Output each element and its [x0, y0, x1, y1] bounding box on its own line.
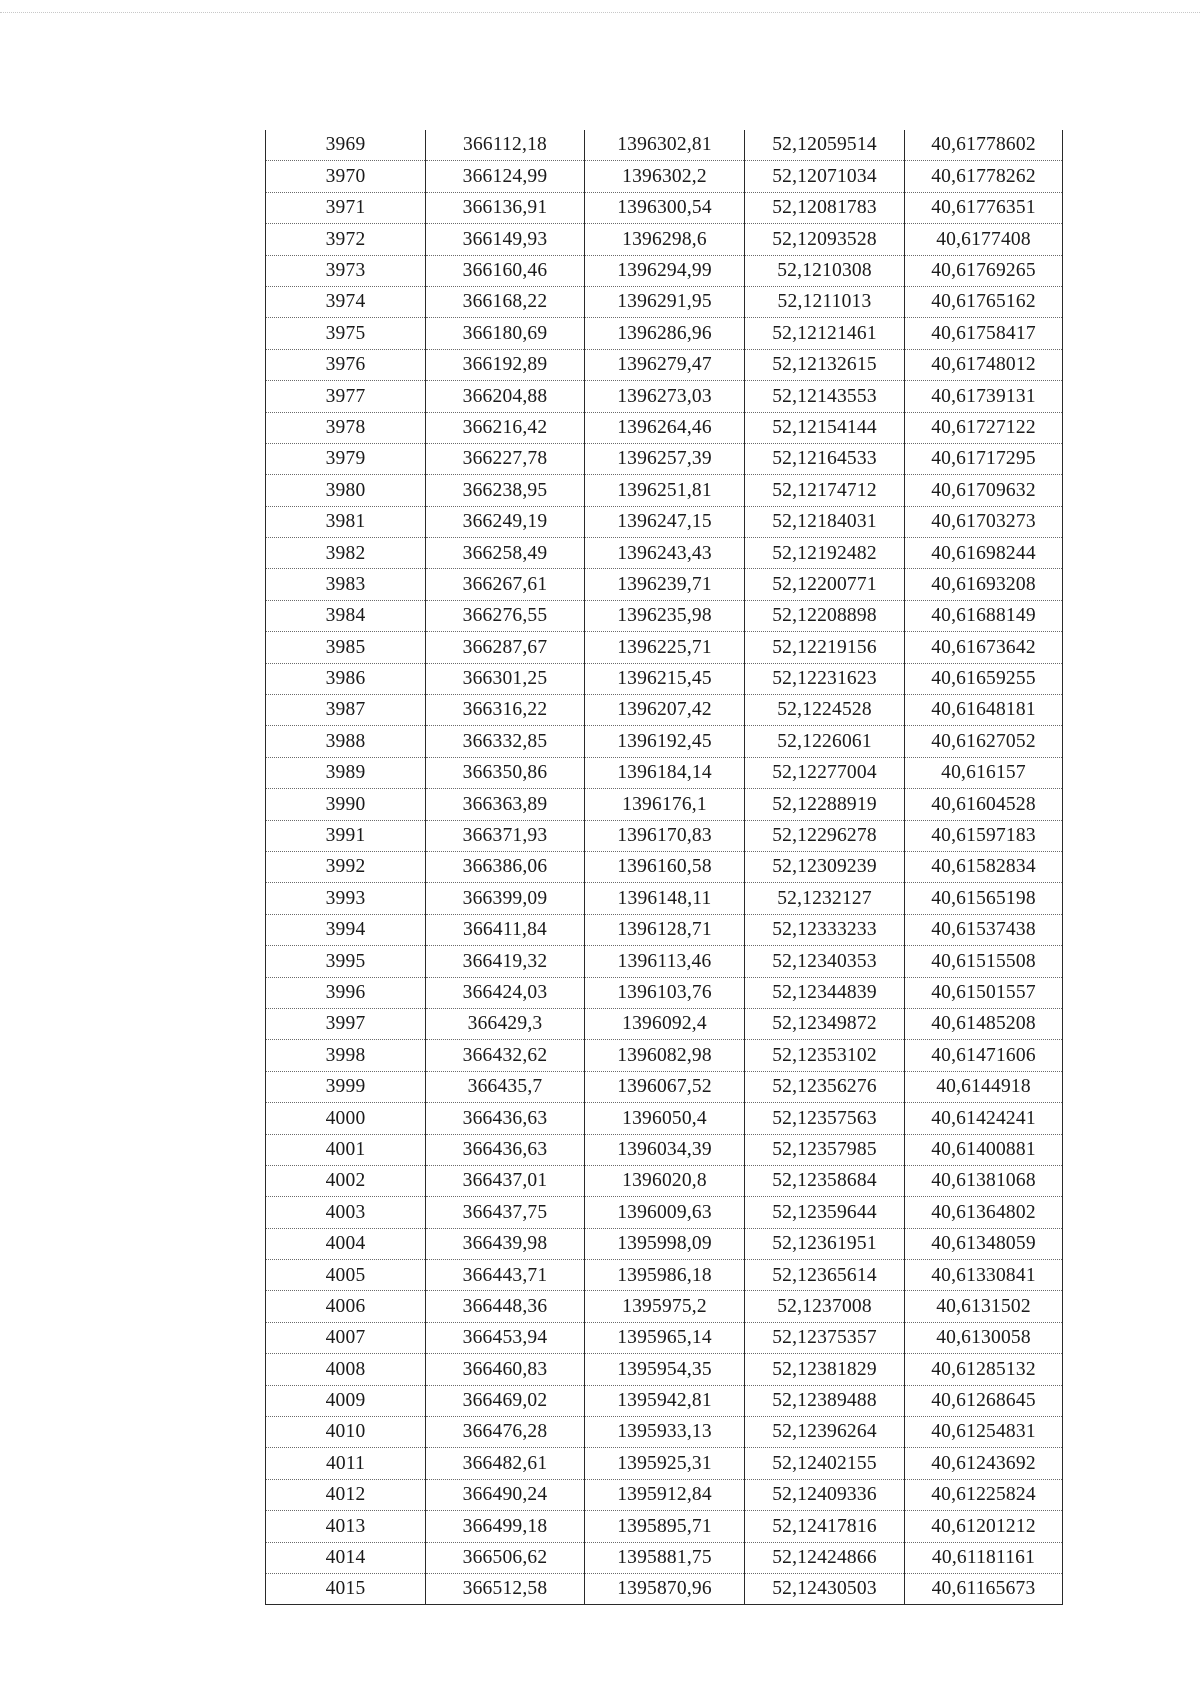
- table-row: [266, 1322, 1063, 1353]
- table-row: [266, 1103, 1063, 1134]
- table-row: [266, 946, 1063, 977]
- point-number-cell: 3987: [266, 695, 426, 726]
- y-coordinate-cell: 1396176,1: [585, 789, 745, 820]
- coordinates-table: [265, 130, 1063, 1605]
- latitude-cell: 52,12356276: [745, 1071, 905, 1102]
- point-number-cell: 3993: [266, 883, 426, 914]
- y-coordinate-cell: 1396247,15: [585, 506, 745, 537]
- coordinates-table-body: [266, 130, 1063, 1605]
- x-coordinate-cell: 366204,88: [426, 381, 585, 412]
- x-coordinate-cell: 366437,01: [426, 1165, 585, 1196]
- table-row: [266, 1448, 1063, 1479]
- longitude-cell: 40,61165673: [905, 1573, 1063, 1604]
- latitude-cell: 52,12219156: [745, 632, 905, 663]
- table-row: [266, 475, 1063, 506]
- x-coordinate-cell: 366482,61: [426, 1448, 585, 1479]
- longitude-cell: 40,616157: [905, 757, 1063, 788]
- latitude-cell: 52,12059514: [745, 130, 905, 161]
- x-coordinate-cell: 366350,86: [426, 757, 585, 788]
- latitude-cell: 52,12357985: [745, 1134, 905, 1165]
- table-row: [266, 192, 1063, 223]
- point-number-cell: 4000: [266, 1103, 426, 1134]
- longitude-cell: 40,61400881: [905, 1134, 1063, 1165]
- longitude-cell: 40,61181161: [905, 1542, 1063, 1573]
- table-row: [266, 1260, 1063, 1291]
- longitude-cell: 40,61348059: [905, 1228, 1063, 1259]
- point-number-cell: 3992: [266, 851, 426, 882]
- y-coordinate-cell: 1395925,31: [585, 1448, 745, 1479]
- latitude-cell: 52,12357563: [745, 1103, 905, 1134]
- longitude-cell: 40,61268645: [905, 1385, 1063, 1416]
- longitude-cell: 40,6130058: [905, 1322, 1063, 1353]
- point-number-cell: 3996: [266, 977, 426, 1008]
- x-coordinate-cell: 366490,24: [426, 1479, 585, 1510]
- latitude-cell: 52,12381829: [745, 1354, 905, 1385]
- longitude-cell: 40,61717295: [905, 443, 1063, 474]
- scan-top-edge: [0, 12, 1200, 13]
- longitude-cell: 40,61778602: [905, 130, 1063, 161]
- longitude-cell: 40,61201212: [905, 1511, 1063, 1542]
- y-coordinate-cell: 1396207,42: [585, 695, 745, 726]
- y-coordinate-cell: 1396239,71: [585, 569, 745, 600]
- x-coordinate-cell: 366469,02: [426, 1385, 585, 1416]
- point-number-cell: 3997: [266, 1008, 426, 1039]
- longitude-cell: 40,61471606: [905, 1040, 1063, 1071]
- table-row: [266, 569, 1063, 600]
- latitude-cell: 52,12231623: [745, 663, 905, 694]
- latitude-cell: 52,12424866: [745, 1542, 905, 1573]
- latitude-cell: 52,1232127: [745, 883, 905, 914]
- point-number-cell: 3991: [266, 820, 426, 851]
- point-number-cell: 3974: [266, 286, 426, 317]
- latitude-cell: 52,12093528: [745, 224, 905, 255]
- table-row: [266, 318, 1063, 349]
- y-coordinate-cell: 1396215,45: [585, 663, 745, 694]
- x-coordinate-cell: 366439,98: [426, 1228, 585, 1259]
- longitude-cell: 40,61381068: [905, 1165, 1063, 1196]
- x-coordinate-cell: 366168,22: [426, 286, 585, 317]
- y-coordinate-cell: 1396082,98: [585, 1040, 745, 1071]
- latitude-cell: 52,12358684: [745, 1165, 905, 1196]
- longitude-cell: 40,61727122: [905, 412, 1063, 443]
- longitude-cell: 40,61330841: [905, 1260, 1063, 1291]
- x-coordinate-cell: 366238,95: [426, 475, 585, 506]
- longitude-cell: 40,6144918: [905, 1071, 1063, 1102]
- latitude-cell: 52,12309239: [745, 851, 905, 882]
- longitude-cell: 40,61648181: [905, 695, 1063, 726]
- y-coordinate-cell: 1396184,14: [585, 757, 745, 788]
- latitude-cell: 52,12389488: [745, 1385, 905, 1416]
- x-coordinate-cell: 366227,78: [426, 443, 585, 474]
- longitude-cell: 40,61254831: [905, 1417, 1063, 1448]
- y-coordinate-cell: 1396113,46: [585, 946, 745, 977]
- y-coordinate-cell: 1396020,8: [585, 1165, 745, 1196]
- latitude-cell: 52,12081783: [745, 192, 905, 223]
- table-row: [266, 1542, 1063, 1573]
- longitude-cell: 40,61582834: [905, 851, 1063, 882]
- longitude-cell: 40,61698244: [905, 538, 1063, 569]
- x-coordinate-cell: 366287,67: [426, 632, 585, 663]
- latitude-cell: 52,12359644: [745, 1197, 905, 1228]
- table-row: [266, 851, 1063, 882]
- point-number-cell: 3973: [266, 255, 426, 286]
- latitude-cell: 52,12402155: [745, 1448, 905, 1479]
- longitude-cell: 40,61627052: [905, 726, 1063, 757]
- point-number-cell: 3986: [266, 663, 426, 694]
- point-number-cell: 3998: [266, 1040, 426, 1071]
- x-coordinate-cell: 366506,62: [426, 1542, 585, 1573]
- y-coordinate-cell: 1396160,58: [585, 851, 745, 882]
- y-coordinate-cell: 1395965,14: [585, 1322, 745, 1353]
- table-row: [266, 349, 1063, 380]
- x-coordinate-cell: 366437,75: [426, 1197, 585, 1228]
- table-row: [266, 1008, 1063, 1039]
- y-coordinate-cell: 1395933,13: [585, 1417, 745, 1448]
- latitude-cell: 52,12344839: [745, 977, 905, 1008]
- y-coordinate-cell: 1396294,99: [585, 255, 745, 286]
- table-row: [266, 726, 1063, 757]
- latitude-cell: 52,12396264: [745, 1417, 905, 1448]
- point-number-cell: 4005: [266, 1260, 426, 1291]
- latitude-cell: 52,1211013: [745, 286, 905, 317]
- table-row: [266, 1354, 1063, 1385]
- longitude-cell: 40,61748012: [905, 349, 1063, 380]
- point-number-cell: 4001: [266, 1134, 426, 1165]
- x-coordinate-cell: 366435,7: [426, 1071, 585, 1102]
- y-coordinate-cell: 1395881,75: [585, 1542, 745, 1573]
- y-coordinate-cell: 1396273,03: [585, 381, 745, 412]
- point-number-cell: 3999: [266, 1071, 426, 1102]
- point-number-cell: 3972: [266, 224, 426, 255]
- x-coordinate-cell: 366499,18: [426, 1511, 585, 1542]
- longitude-cell: 40,61225824: [905, 1479, 1063, 1510]
- y-coordinate-cell: 1396302,81: [585, 130, 745, 161]
- table-row: [266, 1291, 1063, 1322]
- x-coordinate-cell: 366363,89: [426, 789, 585, 820]
- longitude-cell: 40,61673642: [905, 632, 1063, 663]
- y-coordinate-cell: 1396050,4: [585, 1103, 745, 1134]
- table-row: [266, 977, 1063, 1008]
- longitude-cell: 40,61776351: [905, 192, 1063, 223]
- x-coordinate-cell: 366399,09: [426, 883, 585, 914]
- latitude-cell: 52,12296278: [745, 820, 905, 851]
- point-number-cell: 3989: [266, 757, 426, 788]
- x-coordinate-cell: 366436,63: [426, 1103, 585, 1134]
- longitude-cell: 40,61769265: [905, 255, 1063, 286]
- latitude-cell: 52,12409336: [745, 1479, 905, 1510]
- latitude-cell: 52,12430503: [745, 1573, 905, 1604]
- point-number-cell: 4007: [266, 1322, 426, 1353]
- longitude-cell: 40,61597183: [905, 820, 1063, 851]
- y-coordinate-cell: 1395998,09: [585, 1228, 745, 1259]
- latitude-cell: 52,12375357: [745, 1322, 905, 1353]
- point-number-cell: 3981: [266, 506, 426, 537]
- x-coordinate-cell: 366453,94: [426, 1322, 585, 1353]
- point-number-cell: 4013: [266, 1511, 426, 1542]
- longitude-cell: 40,6177408: [905, 224, 1063, 255]
- table-row: [266, 1165, 1063, 1196]
- y-coordinate-cell: 1395975,2: [585, 1291, 745, 1322]
- y-coordinate-cell: 1396243,43: [585, 538, 745, 569]
- point-number-cell: 3982: [266, 538, 426, 569]
- y-coordinate-cell: 1396103,76: [585, 977, 745, 1008]
- x-coordinate-cell: 366112,18: [426, 130, 585, 161]
- y-coordinate-cell: 1396298,6: [585, 224, 745, 255]
- x-coordinate-cell: 366386,06: [426, 851, 585, 882]
- latitude-cell: 52,12164533: [745, 443, 905, 474]
- y-coordinate-cell: 1396257,39: [585, 443, 745, 474]
- y-coordinate-cell: 1396192,45: [585, 726, 745, 757]
- point-number-cell: 3969: [266, 130, 426, 161]
- table-row: [266, 1134, 1063, 1165]
- point-number-cell: 4006: [266, 1291, 426, 1322]
- latitude-cell: 52,12184031: [745, 506, 905, 537]
- y-coordinate-cell: 1396128,71: [585, 914, 745, 945]
- point-number-cell: 4010: [266, 1417, 426, 1448]
- y-coordinate-cell: 1395895,71: [585, 1511, 745, 1542]
- latitude-cell: 52,12121461: [745, 318, 905, 349]
- longitude-cell: 40,61285132: [905, 1354, 1063, 1385]
- x-coordinate-cell: 366371,93: [426, 820, 585, 851]
- point-number-cell: 3985: [266, 632, 426, 663]
- table-row: [266, 600, 1063, 631]
- y-coordinate-cell: 1395986,18: [585, 1260, 745, 1291]
- table-row: [266, 757, 1063, 788]
- y-coordinate-cell: 1396302,2: [585, 161, 745, 192]
- y-coordinate-cell: 1396264,46: [585, 412, 745, 443]
- point-number-cell: 3970: [266, 161, 426, 192]
- point-number-cell: 3976: [266, 349, 426, 380]
- longitude-cell: 40,61364802: [905, 1197, 1063, 1228]
- table-row: [266, 255, 1063, 286]
- x-coordinate-cell: 366267,61: [426, 569, 585, 600]
- latitude-cell: 52,12143553: [745, 381, 905, 412]
- table-row: [266, 538, 1063, 569]
- x-coordinate-cell: 366136,91: [426, 192, 585, 223]
- x-coordinate-cell: 366124,99: [426, 161, 585, 192]
- longitude-cell: 40,6131502: [905, 1291, 1063, 1322]
- x-coordinate-cell: 366149,93: [426, 224, 585, 255]
- point-number-cell: 3977: [266, 381, 426, 412]
- point-number-cell: 3990: [266, 789, 426, 820]
- table-row: [266, 1511, 1063, 1542]
- longitude-cell: 40,61537438: [905, 914, 1063, 945]
- table-row: [266, 1479, 1063, 1510]
- x-coordinate-cell: 366512,58: [426, 1573, 585, 1604]
- x-coordinate-cell: 366301,25: [426, 663, 585, 694]
- latitude-cell: 52,1210308: [745, 255, 905, 286]
- y-coordinate-cell: 1396225,71: [585, 632, 745, 663]
- x-coordinate-cell: 366424,03: [426, 977, 585, 1008]
- x-coordinate-cell: 366432,62: [426, 1040, 585, 1071]
- x-coordinate-cell: 366276,55: [426, 600, 585, 631]
- latitude-cell: 52,12349872: [745, 1008, 905, 1039]
- latitude-cell: 52,12353102: [745, 1040, 905, 1071]
- point-number-cell: 4014: [266, 1542, 426, 1573]
- y-coordinate-cell: 1396279,47: [585, 349, 745, 380]
- table-row: [266, 695, 1063, 726]
- x-coordinate-cell: 366192,89: [426, 349, 585, 380]
- table-row: [266, 443, 1063, 474]
- latitude-cell: 52,1224528: [745, 695, 905, 726]
- y-coordinate-cell: 1396291,95: [585, 286, 745, 317]
- x-coordinate-cell: 366216,42: [426, 412, 585, 443]
- y-coordinate-cell: 1395954,35: [585, 1354, 745, 1385]
- x-coordinate-cell: 366476,28: [426, 1417, 585, 1448]
- y-coordinate-cell: 1396300,54: [585, 192, 745, 223]
- x-coordinate-cell: 366249,19: [426, 506, 585, 537]
- longitude-cell: 40,61765162: [905, 286, 1063, 317]
- latitude-cell: 52,12200771: [745, 569, 905, 600]
- y-coordinate-cell: 1395912,84: [585, 1479, 745, 1510]
- y-coordinate-cell: 1396009,63: [585, 1197, 745, 1228]
- latitude-cell: 52,12365614: [745, 1260, 905, 1291]
- y-coordinate-cell: 1395942,81: [585, 1385, 745, 1416]
- x-coordinate-cell: 366316,22: [426, 695, 585, 726]
- table-row: [266, 506, 1063, 537]
- x-coordinate-cell: 366448,36: [426, 1291, 585, 1322]
- y-coordinate-cell: 1396286,96: [585, 318, 745, 349]
- longitude-cell: 40,61515508: [905, 946, 1063, 977]
- latitude-cell: 52,12340353: [745, 946, 905, 977]
- x-coordinate-cell: 366180,69: [426, 318, 585, 349]
- y-coordinate-cell: 1396148,11: [585, 883, 745, 914]
- longitude-cell: 40,61565198: [905, 883, 1063, 914]
- point-number-cell: 4002: [266, 1165, 426, 1196]
- point-number-cell: 4015: [266, 1573, 426, 1604]
- table-row: [266, 412, 1063, 443]
- point-number-cell: 3994: [266, 914, 426, 945]
- longitude-cell: 40,61703273: [905, 506, 1063, 537]
- point-number-cell: 3980: [266, 475, 426, 506]
- longitude-cell: 40,61739131: [905, 381, 1063, 412]
- latitude-cell: 52,1226061: [745, 726, 905, 757]
- table-row: [266, 820, 1063, 851]
- point-number-cell: 3995: [266, 946, 426, 977]
- table-row: [266, 632, 1063, 663]
- longitude-cell: 40,61604528: [905, 789, 1063, 820]
- latitude-cell: 52,12361951: [745, 1228, 905, 1259]
- x-coordinate-cell: 366411,84: [426, 914, 585, 945]
- latitude-cell: 52,12071034: [745, 161, 905, 192]
- table-row: [266, 789, 1063, 820]
- point-number-cell: 3978: [266, 412, 426, 443]
- table-row: [266, 161, 1063, 192]
- longitude-cell: 40,61243692: [905, 1448, 1063, 1479]
- point-number-cell: 4008: [266, 1354, 426, 1385]
- point-number-cell: 3983: [266, 569, 426, 600]
- table-row: [266, 1573, 1063, 1604]
- latitude-cell: 52,12132615: [745, 349, 905, 380]
- x-coordinate-cell: 366429,3: [426, 1008, 585, 1039]
- table-row: [266, 1197, 1063, 1228]
- longitude-cell: 40,61485208: [905, 1008, 1063, 1039]
- point-number-cell: 3975: [266, 318, 426, 349]
- point-number-cell: 3971: [266, 192, 426, 223]
- table-row: [266, 130, 1063, 161]
- table-row: [266, 663, 1063, 694]
- longitude-cell: 40,61688149: [905, 600, 1063, 631]
- y-coordinate-cell: 1396251,81: [585, 475, 745, 506]
- table-row: [266, 224, 1063, 255]
- longitude-cell: 40,61778262: [905, 161, 1063, 192]
- latitude-cell: 52,12333233: [745, 914, 905, 945]
- table-row: [266, 1071, 1063, 1102]
- y-coordinate-cell: 1395870,96: [585, 1573, 745, 1604]
- point-number-cell: 4003: [266, 1197, 426, 1228]
- latitude-cell: 52,12288919: [745, 789, 905, 820]
- x-coordinate-cell: 366160,46: [426, 255, 585, 286]
- y-coordinate-cell: 1396034,39: [585, 1134, 745, 1165]
- longitude-cell: 40,61501557: [905, 977, 1063, 1008]
- longitude-cell: 40,61659255: [905, 663, 1063, 694]
- latitude-cell: 52,12208898: [745, 600, 905, 631]
- y-coordinate-cell: 1396067,52: [585, 1071, 745, 1102]
- longitude-cell: 40,61709632: [905, 475, 1063, 506]
- table-row: [266, 381, 1063, 412]
- table-row: [266, 1040, 1063, 1071]
- latitude-cell: 52,12154144: [745, 412, 905, 443]
- point-number-cell: 3984: [266, 600, 426, 631]
- x-coordinate-cell: 366258,49: [426, 538, 585, 569]
- x-coordinate-cell: 366443,71: [426, 1260, 585, 1291]
- longitude-cell: 40,61424241: [905, 1103, 1063, 1134]
- x-coordinate-cell: 366332,85: [426, 726, 585, 757]
- latitude-cell: 52,12277004: [745, 757, 905, 788]
- y-coordinate-cell: 1396092,4: [585, 1008, 745, 1039]
- point-number-cell: 4011: [266, 1448, 426, 1479]
- y-coordinate-cell: 1396235,98: [585, 600, 745, 631]
- point-number-cell: 3979: [266, 443, 426, 474]
- x-coordinate-cell: 366460,83: [426, 1354, 585, 1385]
- table-row: [266, 1417, 1063, 1448]
- table-row: [266, 1385, 1063, 1416]
- point-number-cell: 4004: [266, 1228, 426, 1259]
- point-number-cell: 3988: [266, 726, 426, 757]
- y-coordinate-cell: 1396170,83: [585, 820, 745, 851]
- table-row: [266, 883, 1063, 914]
- table-row: [266, 286, 1063, 317]
- table-row: [266, 914, 1063, 945]
- latitude-cell: 52,12417816: [745, 1511, 905, 1542]
- latitude-cell: 52,1237008: [745, 1291, 905, 1322]
- longitude-cell: 40,61693208: [905, 569, 1063, 600]
- x-coordinate-cell: 366419,32: [426, 946, 585, 977]
- latitude-cell: 52,12174712: [745, 475, 905, 506]
- x-coordinate-cell: 366436,63: [426, 1134, 585, 1165]
- point-number-cell: 4009: [266, 1385, 426, 1416]
- point-number-cell: 4012: [266, 1479, 426, 1510]
- longitude-cell: 40,61758417: [905, 318, 1063, 349]
- table-row: [266, 1228, 1063, 1259]
- latitude-cell: 52,12192482: [745, 538, 905, 569]
